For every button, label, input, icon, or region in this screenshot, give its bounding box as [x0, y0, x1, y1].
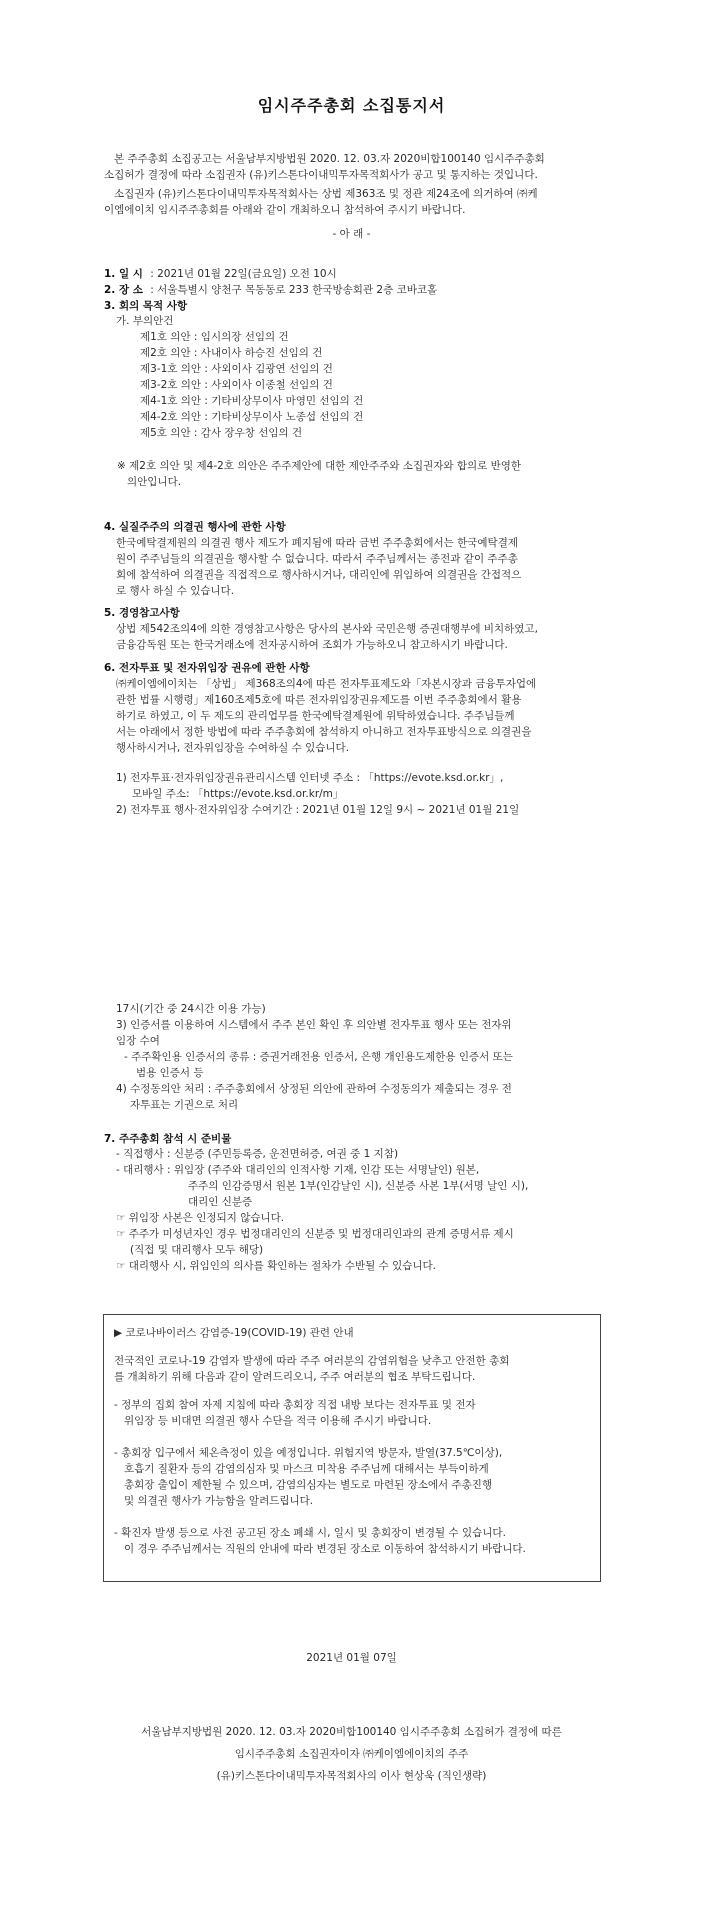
- section-7-body: [116, 1146, 528, 1274]
- evote-line: 임장 수여: [116, 1035, 160, 1047]
- section-5-title: 5. 경영참고사항: [104, 607, 180, 619]
- agenda-item: 제5호 의안 : 감사 장우창 선임의 건: [140, 427, 303, 439]
- section-7-title: 7. 주주총회 참석 시 준비물: [104, 1133, 232, 1145]
- evote-line: 2) 전자투표 행사·전자위임장 수여기간 : 2021년 01월 12일 9시 ~ 2021년 01월 21일: [116, 804, 520, 816]
- covid-intro: [114, 1353, 588, 1385]
- section-4-body: [116, 535, 521, 599]
- covid-bullet: [114, 1397, 588, 1429]
- agenda-note-line: ※ 제2호 의안 및 제4-2호 의안은 주주제안에 대한 제안주주와 소집권자와 합의로 반영한: [117, 460, 522, 472]
- section-6-body: [116, 676, 536, 756]
- section-7-line: 주주의 인감증명서 원본 1부(인감날인 시), 신분증 사본 1부(서명 날인 시),: [188, 1180, 529, 1192]
- agenda-item: 제2호 의안 : 사내이사 하승진 선임의 건: [140, 347, 323, 359]
- agenda-note: [117, 458, 521, 490]
- covid-bullet-line: 이 경우 주주님께서는 직원의 안내에 따라 변경된 장소로 이동하여 참석하시기 바랍니다.: [124, 1543, 526, 1555]
- evote-list-b: [116, 1001, 513, 1113]
- agenda-item: 제1호 의안 : 임시의장 선임의 건: [140, 331, 289, 343]
- footer-line: 임시주주총회 소집권자이자 ㈜케이엠에이치의 주주: [234, 1748, 469, 1760]
- intro-paragraph-2: [104, 186, 604, 218]
- section-6-line: 관한 법률 시행령」제160조제5호에 따른 전자위임장권유제도를 이번 주주총회에서 활용: [116, 694, 522, 706]
- section-6-line: 서는 아래에서 정한 방법에 따라 주주총회에 참석하지 아니하고 전자투표방식으로 의결권을: [116, 726, 532, 738]
- evote-line: 모바일 주소: 「https://evote.ksd.or.kr/m」: [132, 788, 344, 800]
- intro-paragraph-1: [104, 151, 604, 183]
- covid-bullet-line: 총회장 출입이 제한될 수 있으며, 감염의심자는 별도로 마련된 장소에서 주총진행: [124, 1479, 493, 1491]
- section-5-line: 상법 제542조의4에 의한 경영참고사항은 당사의 본사와 국민은행 증권대행부에 비치하였고,: [116, 623, 538, 635]
- agenda-item: 제4-1호 의안 : 기타비상무이사 마영민 선임의 건: [140, 395, 364, 407]
- evote-line: 자투표는 기권으로 처리: [130, 1099, 239, 1111]
- intro-line: 소집허가 결정에 따라 소집권자 (유)키스톤다이내믹투자목적회사가 공고 및 통지하는 것입니다.: [104, 169, 538, 181]
- covid-notice-box: [103, 1314, 601, 1582]
- notice-date: 2021년 01월 07일: [306, 1652, 397, 1664]
- intro-line: 소집권자 (유)키스톤다이내믹투자목적회사는 상법 제363조 및 정관 제24조에 의거하여 ㈜케: [114, 188, 538, 200]
- evote-line: - 주주확인용 인증서의 종류 : 증권거래전용 인증서, 은행 개인용도제한용 인증서 또는: [124, 1051, 513, 1063]
- section-7-line: - 직접행사 : 신분증 (주민등록증, 운전면허증, 여권 중 1 지참): [116, 1148, 399, 1160]
- covid-bullet-line: 위임장 등 비대면 의결권 행사 수단을 적극 이용해 주시기 바랍니다.: [124, 1415, 432, 1427]
- section-7-line: ☞ 대리행사 시, 위임인의 의사를 확인하는 절차가 수반될 수 있습니다.: [116, 1260, 436, 1272]
- notice-title: 임시주주총회 소집통지서: [257, 96, 446, 115]
- section-5-body: [116, 621, 538, 653]
- section-7-line: (직접 및 대리행사 모두 해당): [130, 1244, 264, 1256]
- covid-bullet-line: - 확진자 발생 등으로 사전 공고된 장소 폐쇄 시, 일시 및 총회장이 변경될 수 있습니다.: [114, 1527, 506, 1539]
- covid-bullet: [114, 1445, 588, 1509]
- section-7-line: - 대리행사 : 위임장 (주주와 대리인의 인적사항 기재, 인감 또는 서명날인) 원본,: [116, 1164, 480, 1176]
- section-3-title: 3. 회의 목적 사항: [104, 300, 188, 312]
- footer-line: 서울남부지방법원 2020. 12. 03.자 2020비합100140 임시주주총회 소집허가 결정에 따른: [141, 1726, 562, 1738]
- item-datetime-label: 1. 일 시: [104, 268, 143, 280]
- section-6-title: 6. 전자투표 및 전자위임장 권유에 관한 사항: [104, 662, 310, 674]
- evote-line: 1) 전자투표·전자위임장권유관리시스템 인터넷 주소 : 「https://evote.ksd.or.kr」,: [116, 772, 504, 784]
- covid-intro-line: 를 개최하기 위해 다음과 같이 알려드리오니, 주주 여러분의 협조 부탁드립니다.: [114, 1371, 476, 1383]
- agenda-item: 제4-2호 의안 : 기타비상무이사 노종섭 선임의 건: [140, 411, 364, 423]
- section-7-line: ☞ 주주가 미성년자인 경우 법정대리인의 신분증 및 법정대리인과의 관계 증명서류 제시: [116, 1228, 514, 1240]
- covid-intro-line: 전국적인 코로나-19 감염자 발생에 따라 주주 여러분의 감염위험을 낮추고 안전한 총회: [114, 1355, 510, 1367]
- evote-line: 17시(기간 중 24시간 이용 가능): [116, 1003, 266, 1015]
- section-5-line: 금융감독원 또는 한국거래소에 전자공시하여 조회가 가능하오니 참고하시기 바랍니다.: [116, 639, 508, 651]
- item-datetime: [104, 266, 337, 282]
- covid-bullet-line: - 총회장 입구에서 체온측정이 있을 예정입니다. 위험지역 방문자, 발열(37.5℃이상),: [114, 1447, 503, 1459]
- section-7-line: 대리인 신분증: [188, 1196, 253, 1208]
- section-4-line: 원이 주주님들의 의결권을 행사할 수 없습니다. 따라서 주주님께서는 종전과 같이 주주총: [116, 553, 518, 565]
- section-6-line: 하기로 하였고, 이 두 제도의 관리업무를 한국예탁결제원에 위탁하였습니다. 주주님들께: [116, 710, 515, 722]
- covid-bullet-line: 호흡기 질환자 등의 감염의심자 및 마스크 미착용 주주님께 대해서는 부득이하게: [124, 1463, 489, 1475]
- section-4-line: 한국예탁결제원의 의결권 행사 제도가 폐지됨에 따라 금번 주주총회에서는 한국예탁결제: [116, 537, 518, 549]
- section-4-line: 로 행사 하실 수 있습니다.: [116, 585, 235, 597]
- evote-list-a: [116, 770, 519, 818]
- covid-bullet: [114, 1525, 588, 1557]
- covid-bullet-line: 및 의결권 행사가 가능함을 알려드립니다.: [124, 1495, 314, 1507]
- section-4-line: 회에 참석하여 의결권을 직접적으로 행사하시거나, 대리인에 위임하여 의결권을 간접적으: [116, 569, 522, 581]
- footer-line: (유)키스톤다이내믹투자목적회사의 이사 현상욱 (직인생략): [216, 1770, 487, 1782]
- section-6-line: 행사하시거나, 전자위임장을 수여하실 수 있습니다.: [116, 742, 350, 754]
- intro-line: 이엠에이치 임시주주총회를 아래와 같이 개최하오니 참석하여 주시기 바랍니다.: [104, 204, 466, 216]
- item-datetime-value: : 2021년 01월 22일(금요일) 오전 10시: [150, 268, 337, 280]
- notice-footer: [0, 1721, 703, 1787]
- ari-heading: - 아 래 -: [332, 228, 371, 240]
- agenda-item: 제3-2호 의안 : 사외이사 이종철 선임의 건: [140, 379, 333, 391]
- agenda-note-line: 의안입니다.: [127, 476, 182, 488]
- covid-title: ▶ 코로나바이러스 감염증-19(COVID-19) 관련 안내: [114, 1327, 354, 1339]
- intro-line: 본 주주총회 소집공고는 서울남부지방법원 2020. 12. 03.자 2020비합100140 임시주주총회: [114, 153, 545, 165]
- section-6-line: ㈜케이엠에이치는 「상법」 제368조의4에 따른 전자투표제도와「자본시장과 금융투자업에: [116, 678, 537, 690]
- section-3-sub: 가. 부의안건: [116, 315, 174, 327]
- section-7-line: ☞ 위임장 사본은 인정되지 않습니다.: [116, 1212, 285, 1224]
- covid-bullet-line: - 정부의 집회 참여 자제 지침에 따라 총회장 직접 내방 보다는 전자투표 및 전자: [114, 1399, 476, 1411]
- agenda-list: [140, 329, 363, 441]
- evote-line: 4) 수정동의안 처리 : 주주총회에서 상정된 의안에 관하여 수정동의가 제출되는 경우 전: [116, 1083, 512, 1095]
- section-4-title: 4. 실질주주의 의결권 행사에 관한 사항: [104, 521, 286, 533]
- evote-line: 범용 인증서 등: [136, 1067, 204, 1079]
- item-place-value: : 서울특별시 양천구 목동동로 233 한국방송회관 2층 코바코홀: [150, 284, 438, 296]
- item-place: [104, 282, 437, 298]
- item-place-label: 2. 장 소: [104, 284, 143, 296]
- agenda-item: 제3-1호 의안 : 사외이사 김광연 선임의 건: [140, 363, 333, 375]
- evote-line: 3) 인증서를 이용하여 시스템에서 주주 본인 확인 후 의안별 전자투표 행사 또는 전자위: [116, 1019, 512, 1031]
